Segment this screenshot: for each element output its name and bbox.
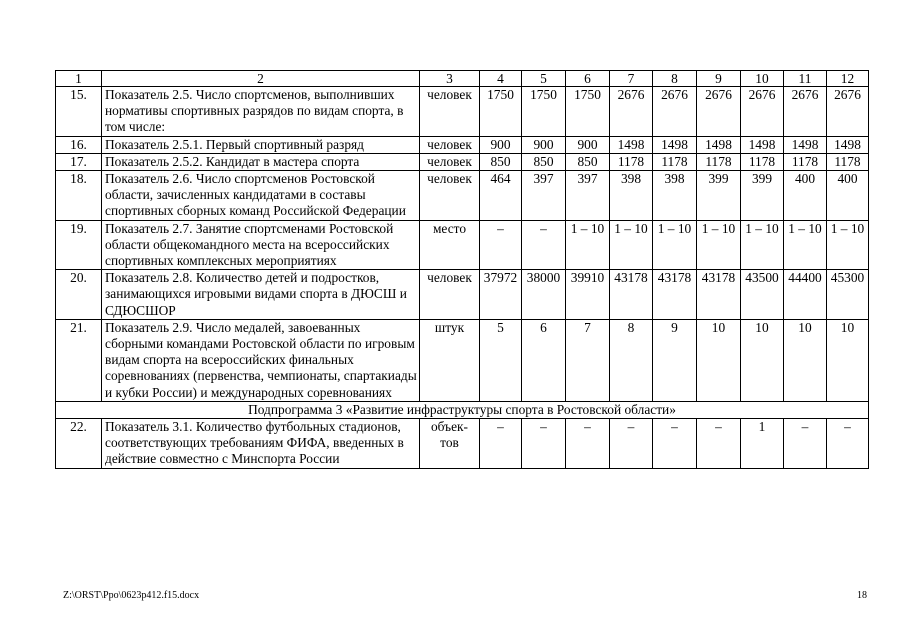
column-header-3: 3	[420, 71, 480, 87]
row-number: 17.	[56, 153, 102, 170]
indicator-value: 1 – 10	[653, 220, 697, 270]
indicator-value: 397	[522, 171, 566, 221]
table-body	[56, 71, 869, 469]
indicator-value: 850	[566, 153, 610, 170]
indicator-value: 900	[522, 136, 566, 153]
indicator-value: 43500	[741, 270, 784, 320]
indicator-name: Показатель 2.5.2. Кандидат в мастера спорта	[102, 153, 420, 170]
table-row	[56, 220, 869, 270]
indicator-value: 1 – 10	[827, 220, 869, 270]
row-number: 16.	[56, 136, 102, 153]
indicator-value: 45300	[827, 270, 869, 320]
indicator-value: 1750	[480, 87, 522, 137]
indicator-value: 400	[827, 171, 869, 221]
table-row	[56, 136, 869, 153]
indicator-value: 398	[610, 171, 653, 221]
unit-of-measure: человек	[420, 270, 480, 320]
row-number: 20.	[56, 270, 102, 320]
indicator-value: 1750	[566, 87, 610, 137]
unit-of-measure: человек	[420, 171, 480, 221]
indicator-value: 1498	[784, 136, 827, 153]
indicator-value: –	[522, 220, 566, 270]
indicator-value: 10	[784, 319, 827, 401]
table-row	[56, 319, 869, 401]
indicator-value: –	[827, 419, 869, 469]
column-header-5: 5	[522, 71, 566, 87]
column-header-6: 6	[566, 71, 610, 87]
unit-of-measure: штук	[420, 319, 480, 401]
indicator-value: 900	[480, 136, 522, 153]
unit-of-measure: человек	[420, 136, 480, 153]
column-header-8: 8	[653, 71, 697, 87]
indicator-value: 399	[741, 171, 784, 221]
table-row	[56, 270, 869, 320]
indicator-value: –	[610, 419, 653, 469]
indicator-value: 2676	[610, 87, 653, 137]
indicator-value: 10	[697, 319, 741, 401]
column-header-12: 12	[827, 71, 869, 87]
indicator-value: 2676	[784, 87, 827, 137]
indicator-value: 1178	[653, 153, 697, 170]
indicator-value: 1498	[827, 136, 869, 153]
indicator-value: 10	[741, 319, 784, 401]
indicator-value: 1178	[697, 153, 741, 170]
indicator-value: 850	[522, 153, 566, 170]
table-row	[56, 171, 869, 221]
column-header-7: 7	[610, 71, 653, 87]
indicator-value: 1498	[697, 136, 741, 153]
indicator-value: 43178	[653, 270, 697, 320]
indicator-value: 8	[610, 319, 653, 401]
subprogram-row	[56, 401, 869, 418]
indicator-value: –	[784, 419, 827, 469]
indicator-value: 10	[827, 319, 869, 401]
indicator-value: 1498	[653, 136, 697, 153]
indicator-value: 1750	[522, 87, 566, 137]
row-number: 15.	[56, 87, 102, 137]
indicator-value: 1	[741, 419, 784, 469]
indicator-name: Показатель 2.8. Количество детей и подростков, занимающихся игровыми видами спорта в ДЮСШ и СДЮСШОР	[102, 270, 420, 320]
indicator-value: 43178	[610, 270, 653, 320]
footer-file-path: Z:\ORST\Ppo\0623p412.f15.docx	[63, 590, 200, 601]
indicator-value: 37972	[480, 270, 522, 320]
unit-of-measure: человек	[420, 153, 480, 170]
indicator-value: 44400	[784, 270, 827, 320]
header-row	[56, 71, 869, 87]
indicator-value: 1 – 10	[566, 220, 610, 270]
indicator-value: 6	[522, 319, 566, 401]
indicator-name: Показатель 2.7. Занятие спортсменами Ростовской области общекомандного места на всероссийских спортивных комплексных мероприятиях	[102, 220, 420, 270]
column-header-2: 2	[102, 71, 420, 87]
indicator-value: 1498	[610, 136, 653, 153]
column-header-11: 11	[784, 71, 827, 87]
indicator-value: 397	[566, 171, 610, 221]
footer-page-number: 18	[857, 590, 867, 601]
indicator-value: –	[566, 419, 610, 469]
indicator-value: 850	[480, 153, 522, 170]
column-header-9: 9	[697, 71, 741, 87]
unit-of-measure: место	[420, 220, 480, 270]
indicator-value: 398	[653, 171, 697, 221]
indicator-value: 43178	[697, 270, 741, 320]
indicator-value: 39910	[566, 270, 610, 320]
indicator-value: 464	[480, 171, 522, 221]
indicator-value: 9	[653, 319, 697, 401]
indicator-value: 1178	[827, 153, 869, 170]
subprogram-title: Подпрограмма 3 «Развитие инфраструктуры спорта в Ростовской области»	[56, 401, 869, 418]
table-row	[56, 87, 869, 137]
row-number: 21.	[56, 319, 102, 401]
column-header-10: 10	[741, 71, 784, 87]
row-number: 18.	[56, 171, 102, 221]
indicator-value: –	[480, 220, 522, 270]
indicator-value: 900	[566, 136, 610, 153]
indicator-value: 2676	[653, 87, 697, 137]
indicator-value: 2676	[741, 87, 784, 137]
indicator-value: 1 – 10	[610, 220, 653, 270]
table-row	[56, 419, 869, 469]
indicator-name: Показатель 2.5.1. Первый спортивный разряд	[102, 136, 420, 153]
indicator-name: Показатель 2.6. Число спортсменов Ростовской области, зачисленных кандидатами в составы спортивных сборных команд Российской Федерации	[102, 171, 420, 221]
row-number: 19.	[56, 220, 102, 270]
indicator-value: 2676	[827, 87, 869, 137]
indicator-value: –	[697, 419, 741, 469]
indicator-value: 399	[697, 171, 741, 221]
indicator-value: 2676	[697, 87, 741, 137]
indicator-value: 1 – 10	[697, 220, 741, 270]
indicator-value: –	[480, 419, 522, 469]
indicator-value: 1 – 10	[784, 220, 827, 270]
indicator-value: 1178	[741, 153, 784, 170]
indicator-value: –	[522, 419, 566, 469]
indicator-name: Показатель 3.1. Количество футбольных стадионов, соответствующих требованиям ФИФА, введенных в действие совместно с Минспорта России	[102, 419, 420, 469]
row-number: 22.	[56, 419, 102, 469]
unit-of-measure: объек- тов	[420, 419, 480, 469]
indicator-value: 1 – 10	[741, 220, 784, 270]
indicator-value: 38000	[522, 270, 566, 320]
indicator-value: –	[653, 419, 697, 469]
indicator-value: 1178	[784, 153, 827, 170]
column-header-4: 4	[480, 71, 522, 87]
indicator-value: 1178	[610, 153, 653, 170]
indicator-name: Показатель 2.5. Число спортсменов, выполнивших нормативы спортивных разрядов по видам спорта, в том числе:	[102, 87, 420, 137]
indicator-value: 1498	[741, 136, 784, 153]
column-header-1: 1	[56, 71, 102, 87]
indicator-value: 7	[566, 319, 610, 401]
indicator-value: 400	[784, 171, 827, 221]
indicators-table	[55, 70, 869, 469]
table-row	[56, 153, 869, 170]
indicator-name: Показатель 2.9. Число медалей, завоеванных сборными командами Ростовской области по игровым видам спорта на всероссийских финальных соревнованиях (первенства, чемпионаты, спартакиады и кубки России) и международных соревнованиях	[102, 319, 420, 401]
indicator-value: 5	[480, 319, 522, 401]
unit-of-measure: человек	[420, 87, 480, 137]
